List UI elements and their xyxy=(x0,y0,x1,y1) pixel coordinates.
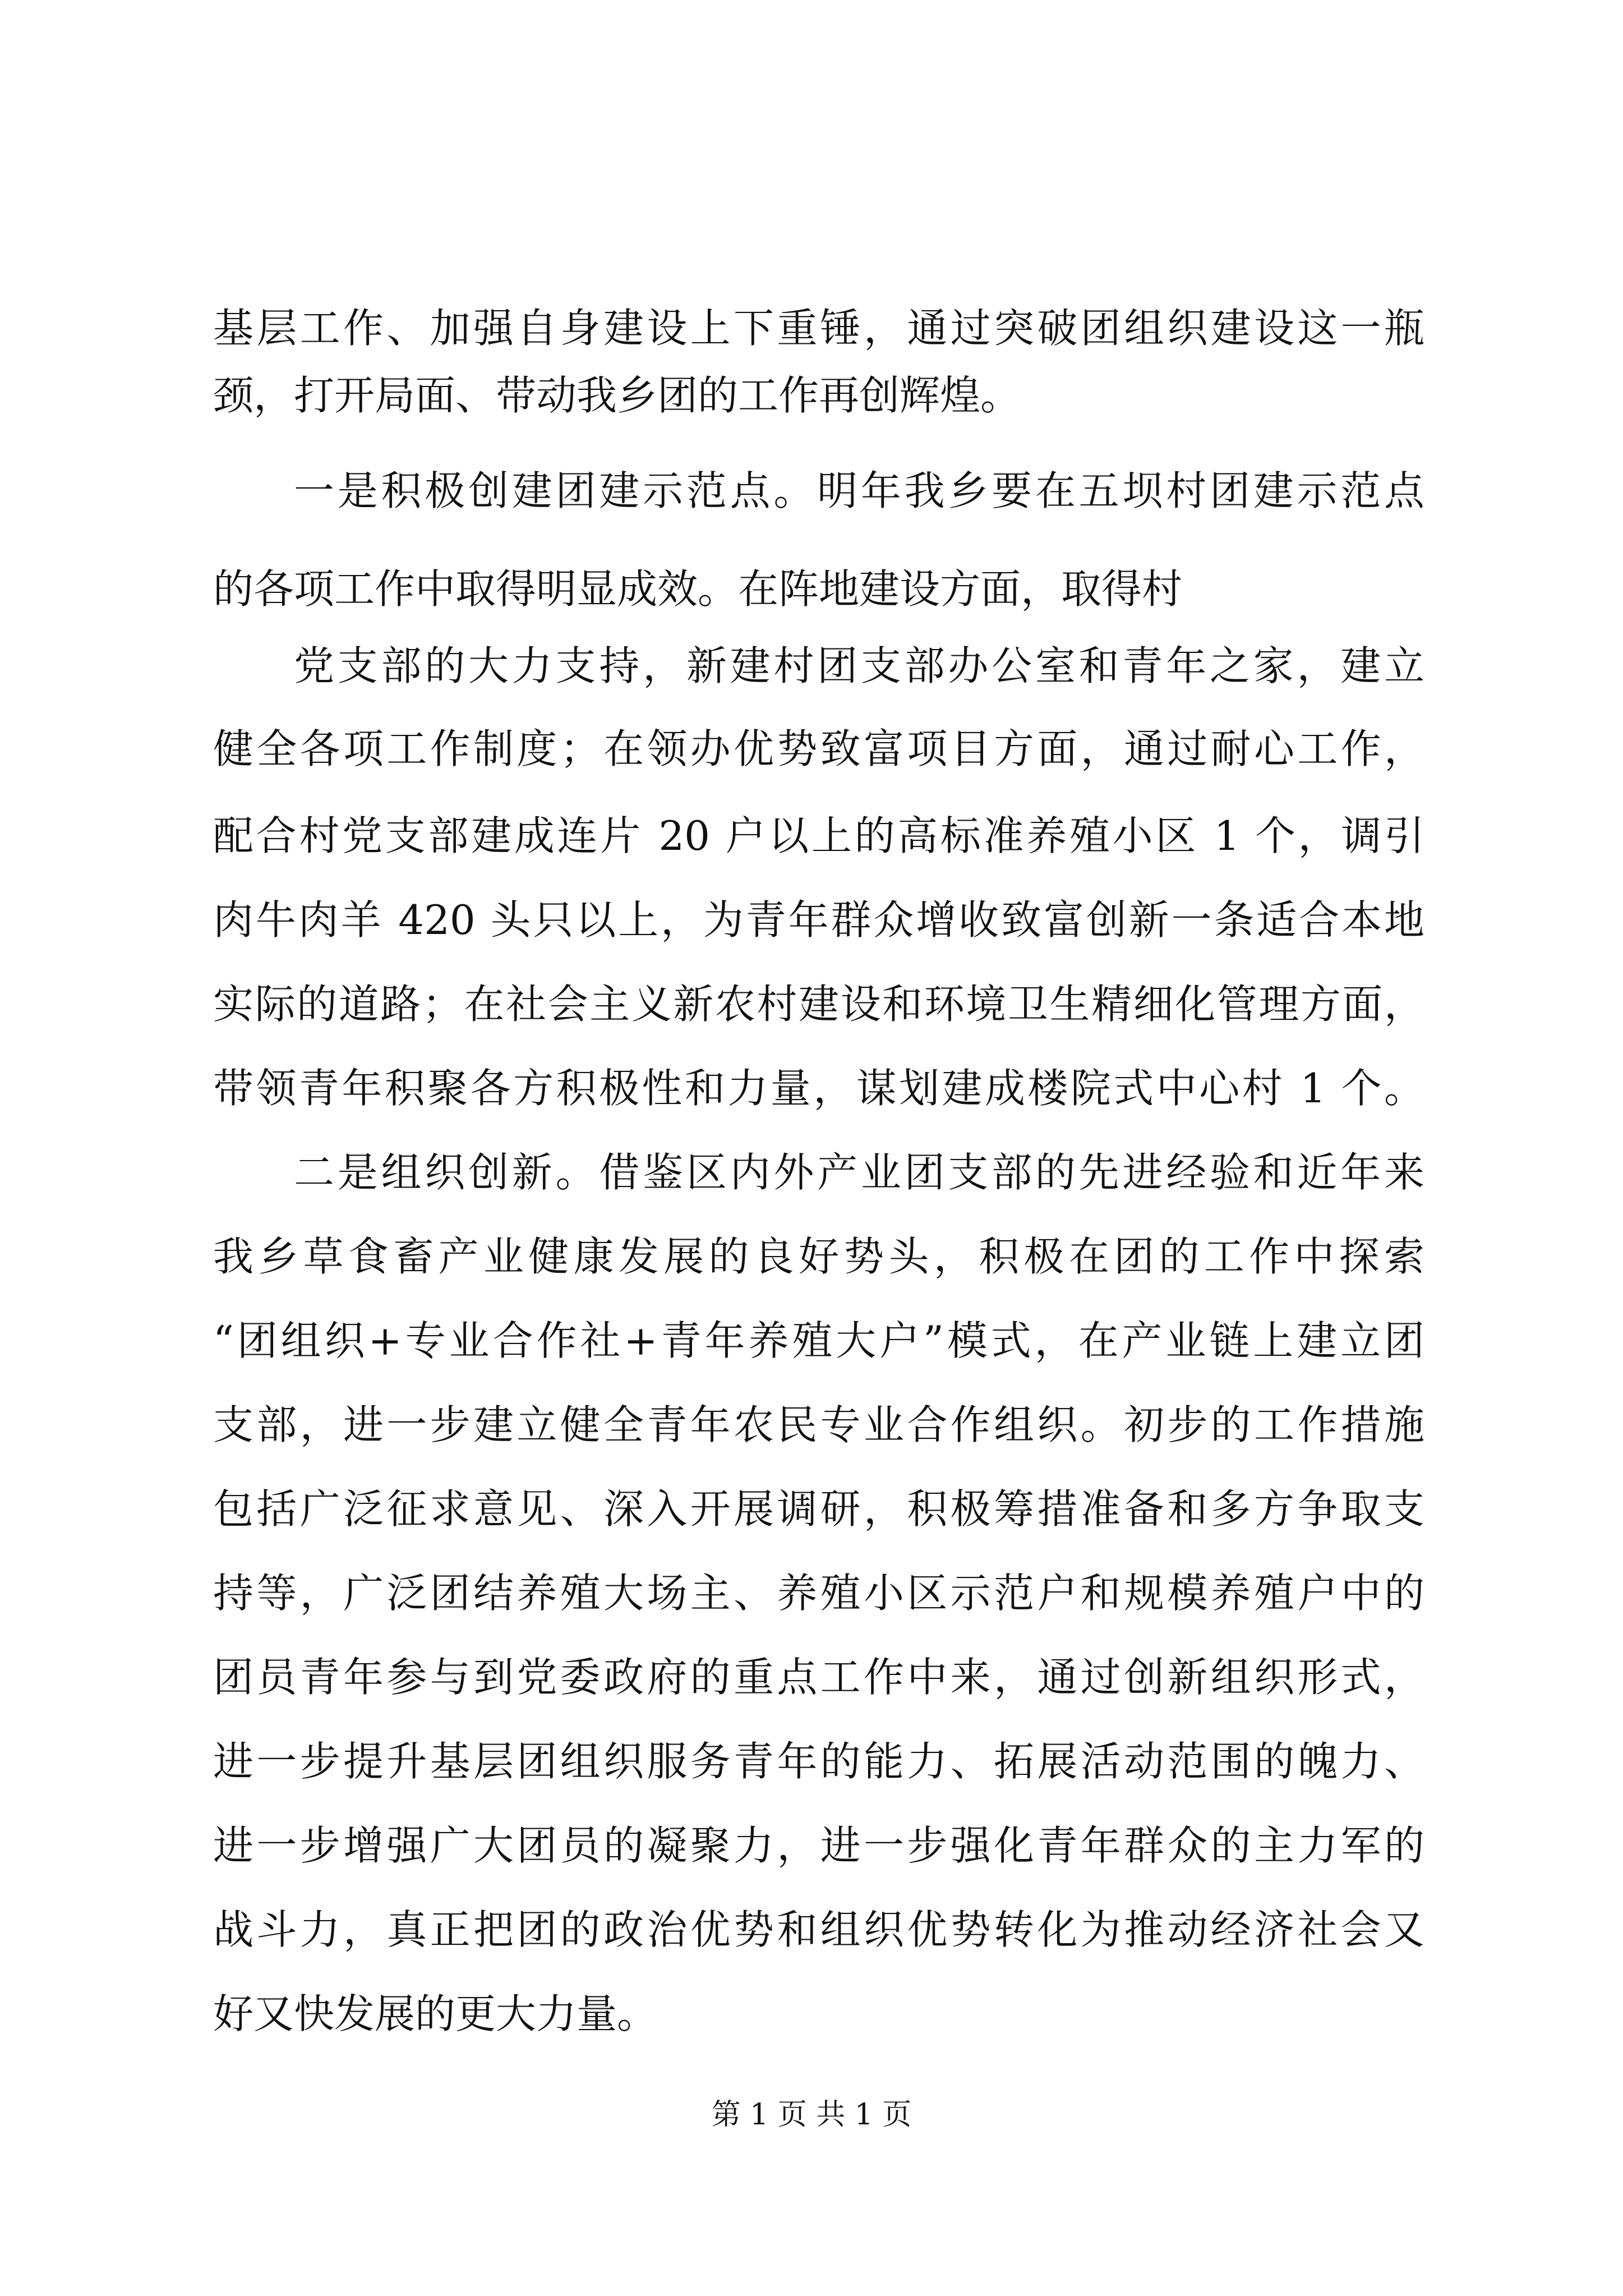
text-line: 二是组织创新。借鉴区内外产业团支部的先进经验和近年来 xyxy=(294,1149,1424,1196)
text-line: 一是积极创建团建示范点。明年我乡要在五坝村团建示范点 xyxy=(294,467,1424,514)
text-line: 配合村党支部建成连片 20 户以上的高标准养殖小区 1 个，调引 xyxy=(213,812,1424,859)
text-line: 持等，广泛团结养殖大场主、养殖小区示范户和规模养殖户中的 xyxy=(213,1570,1424,1617)
text-line: 带领青年积聚各方积极性和力量，谋划建成楼院式中心村 1 个。 xyxy=(213,1065,1424,1112)
text-line: 基层工作、加强自身建设上下重锤，通过突破团组织建设这一瓶 xyxy=(213,305,1424,352)
text-line: 肉牛肉羊 420 头只以上，为青年群众增收致富创新一条适合本地 xyxy=(213,896,1424,944)
text-line: 战斗力，真正把团的政治优势和组织优势转化为推动经济社会又 xyxy=(213,1906,1424,1953)
text-line: 我乡草食畜产业健康发展的良好势头，积极在团的工作中探索 xyxy=(213,1233,1424,1280)
text-line: 颈，打开局面、带动我乡团的工作再创辉煌。 xyxy=(213,372,1021,419)
text-line: 党支部的大力支持，新建村团支部办公室和青年之家，建立 xyxy=(294,642,1424,689)
text-line: 实际的道路；在社会主义新农村建设和环境卫生精细化管理方面， xyxy=(213,981,1424,1028)
text-line: 进一步提升基层团组织服务青年的能力、拓展活动范围的魄力、 xyxy=(213,1738,1424,1785)
text-line: 好又快发展的更大力量。 xyxy=(213,1990,658,2037)
text-line: 包括广泛征求意见、深入开展调研，积极筹措准备和多方争取支 xyxy=(213,1485,1424,1533)
text-line: 健全各项工作制度；在领办优势致富项目方面，通过耐心工作， xyxy=(213,725,1424,772)
text-line: 支部，进一步建立健全青年农民专业合作组织。初步的工作措施 xyxy=(213,1401,1424,1448)
text-line: 的各项工作中取得明显成效。在阵地建设方面，取得村 xyxy=(213,565,1183,613)
page-footer: 第 1 页 共 1 页 xyxy=(711,2098,912,2132)
text-line: 团员青年参与到党委政府的重点工作中来，通过创新组织形式， xyxy=(213,1654,1424,1701)
text-line: “团组织+专业合作社+青年养殖大户”模式，在产业链上建立团 xyxy=(213,1317,1424,1364)
text-line: 进一步增强广大团员的凝聚力，进一步强化青年群众的主力军的 xyxy=(213,1822,1424,1869)
